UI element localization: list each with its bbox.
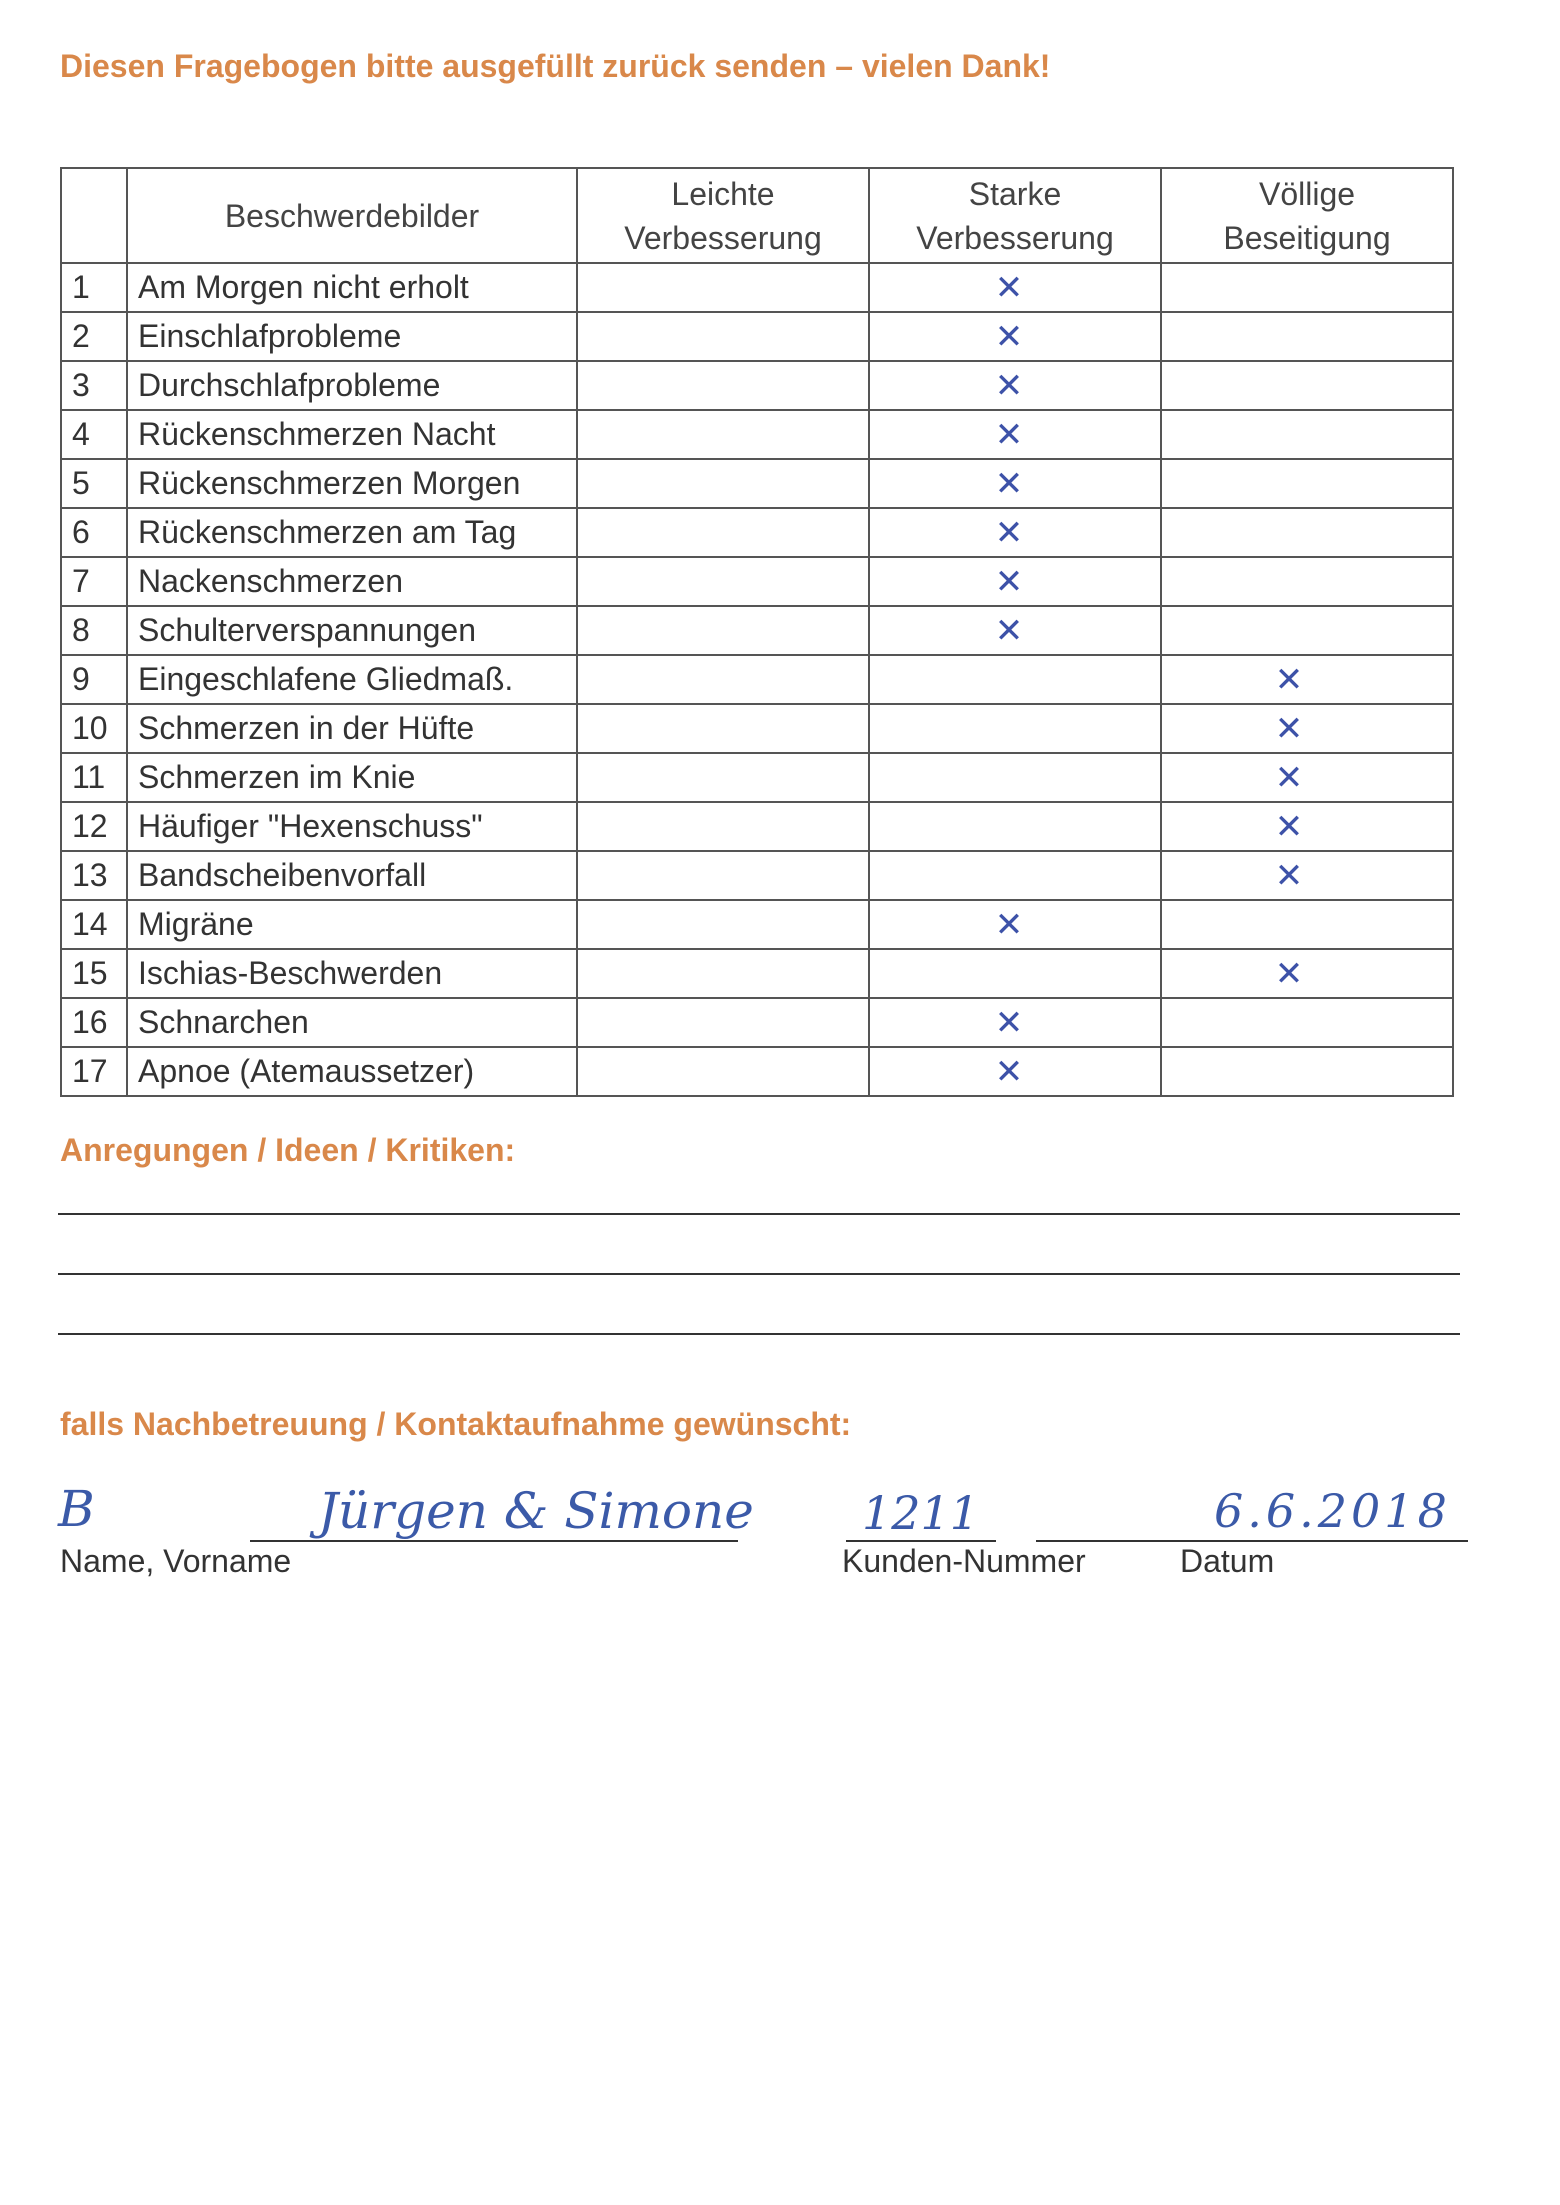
rating-cell-starke[interactable] [869,459,1161,508]
form-title: Diesen Fragebogen bitte ausgefüllt zurück senden – vielen Dank! [60,48,1051,84]
rating-cell-voellig[interactable] [1161,900,1453,949]
rating-cell-starke[interactable] [869,606,1161,655]
rating-cell-voellig[interactable] [1161,410,1453,459]
cross-mark-icon: ✕ [1274,806,1304,847]
remarks-line-2[interactable] [58,1273,1460,1275]
rating-cell-voellig[interactable] [1161,704,1453,753]
rating-cell-starke[interactable] [869,410,1161,459]
rating-cell-voellig[interactable] [1161,655,1453,704]
row-number: 2 [61,312,127,361]
table-row [61,704,1453,753]
rating-cell-leicht[interactable] [577,704,869,753]
complaint-label: Rückenschmerzen am Tag [127,508,577,557]
customer-number-handwritten: 1211 [862,1486,980,1540]
customer-number-line[interactable] [846,1540,996,1542]
rating-cell-leicht[interactable] [577,655,869,704]
complaint-label: Am Morgen nicht erholt [127,263,577,312]
rating-cell-starke[interactable] [869,900,1161,949]
complaint-label: Einschlafprobleme [127,312,577,361]
table-row [61,900,1453,949]
rating-cell-voellig[interactable] [1161,508,1453,557]
name-initial-handwritten: B [58,1480,95,1538]
rating-cell-starke[interactable] [869,312,1161,361]
table-row [61,459,1453,508]
rating-cell-leicht[interactable] [577,312,869,361]
row-number: 11 [61,753,127,802]
cross-mark-icon: ✕ [994,463,1024,504]
row-number: 14 [61,900,127,949]
rating-cell-voellig[interactable] [1161,606,1453,655]
header-complaint-label: Beschwerdebilder [224,197,480,234]
complaint-label: Migräne [127,900,577,949]
rating-cell-leicht[interactable] [577,508,869,557]
cross-mark-icon: ✕ [1274,953,1304,994]
rating-cell-voellig[interactable] [1161,312,1453,361]
table-row [61,606,1453,655]
rating-cell-starke[interactable] [869,361,1161,410]
complaint-label: Eingeschlafene Gliedmaß. [127,655,577,704]
header-starke [869,168,1161,263]
header-voellig-line2: Beseitigung [1223,219,1391,256]
rating-cell-leicht[interactable] [577,263,869,312]
rating-cell-voellig[interactable] [1161,1047,1453,1096]
header-leicht [577,168,869,263]
rating-cell-leicht[interactable] [577,753,869,802]
cross-mark-icon: ✕ [994,512,1024,553]
remarks-line-1[interactable] [58,1213,1460,1215]
header-voellig [1161,168,1453,263]
cross-mark-icon: ✕ [994,414,1024,455]
row-number: 15 [61,949,127,998]
row-number: 16 [61,998,127,1047]
complaint-label: Schmerzen in der Hüfte [127,704,577,753]
rating-cell-voellig[interactable] [1161,557,1453,606]
row-number: 8 [61,606,127,655]
rating-cell-starke[interactable] [869,508,1161,557]
rating-cell-voellig[interactable] [1161,753,1453,802]
complaint-label: Schmerzen im Knie [127,753,577,802]
row-number: 4 [61,410,127,459]
name-line[interactable] [250,1540,738,1542]
rating-cell-voellig[interactable] [1161,949,1453,998]
rating-cell-voellig[interactable] [1161,802,1453,851]
cross-mark-icon: ✕ [994,610,1024,651]
rating-cell-leicht[interactable] [577,606,869,655]
header-starke-line1: Starke [968,175,1062,212]
contact-title: falls Nachbetreuung / Kontaktaufnahme gewünscht: [60,1406,852,1442]
cross-mark-icon: ✕ [1274,659,1304,700]
rating-cell-leicht[interactable] [577,949,869,998]
rating-cell-voellig[interactable] [1161,361,1453,410]
rating-cell-leicht[interactable] [577,851,869,900]
header-leicht-line2: Verbesserung [624,219,822,256]
header-starke-line2: Verbesserung [916,219,1114,256]
complaint-label: Schulterverspannungen [127,606,577,655]
complaint-label: Rückenschmerzen Morgen [127,459,577,508]
rating-cell-starke[interactable] [869,851,1161,900]
rating-cell-starke[interactable] [869,704,1161,753]
table-row [61,851,1453,900]
rating-cell-leicht[interactable] [577,557,869,606]
table-row [61,802,1453,851]
name-caption: Name, Vorname [60,1543,292,1579]
rating-cell-starke[interactable] [869,802,1161,851]
date-handwritten: 6.6.2018 [1214,1484,1451,1538]
table-row [61,1047,1453,1096]
customer-number-caption: Kunden-Nummer [842,1543,1086,1579]
rating-cell-voellig[interactable] [1161,851,1453,900]
rating-cell-voellig[interactable] [1161,998,1453,1047]
rating-cell-leicht[interactable] [577,802,869,851]
row-number: 12 [61,802,127,851]
header-num [61,168,127,263]
header-voellig-line1: Völlige [1258,175,1356,212]
rating-cell-voellig[interactable] [1161,459,1453,508]
cross-mark-icon: ✕ [994,365,1024,406]
complaint-label: Rückenschmerzen Nacht [127,410,577,459]
cross-mark-icon: ✕ [994,1002,1024,1043]
rating-cell-voellig[interactable] [1161,263,1453,312]
row-number: 13 [61,851,127,900]
cross-mark-icon: ✕ [994,561,1024,602]
rating-cell-starke[interactable] [869,1047,1161,1096]
table-row [61,361,1453,410]
date-caption: Datum [1180,1543,1275,1579]
row-number: 6 [61,508,127,557]
rating-cell-leicht[interactable] [577,410,869,459]
table-body [61,263,1453,1096]
table-header-row [61,168,1453,263]
table-row [61,410,1453,459]
table-row [61,312,1453,361]
complaint-label: Durchschlafprobleme [127,361,577,410]
header-complaint [127,168,577,263]
row-number: 5 [61,459,127,508]
rating-cell-leicht[interactable] [577,998,869,1047]
cross-mark-icon: ✕ [994,267,1024,308]
table-row [61,557,1453,606]
rating-cell-starke[interactable] [869,949,1161,998]
row-number: 10 [61,704,127,753]
row-number: 1 [61,263,127,312]
complaint-label: Apnoe (Atemaussetzer) [127,1047,577,1096]
table-row [61,949,1453,998]
rating-cell-starke[interactable] [869,998,1161,1047]
header-leicht-line1: Leichte [671,175,775,212]
date-line[interactable] [1036,1540,1468,1542]
complaint-label: Nackenschmerzen [127,557,577,606]
complaint-label: Schnarchen [127,998,577,1047]
rating-cell-leicht[interactable] [577,1047,869,1096]
cross-mark-icon: ✕ [1274,708,1304,749]
rating-cell-starke[interactable] [869,753,1161,802]
table-row [61,263,1453,312]
row-number: 7 [61,557,127,606]
rating-cell-leicht[interactable] [577,459,869,508]
remarks-line-3[interactable] [58,1333,1460,1335]
cross-mark-icon: ✕ [1274,855,1304,896]
rating-cell-leicht[interactable] [577,900,869,949]
cross-mark-icon: ✕ [994,904,1024,945]
table-row [61,998,1453,1047]
row-number: 9 [61,655,127,704]
rating-cell-starke[interactable] [869,263,1161,312]
cross-mark-icon: ✕ [994,316,1024,357]
rating-cell-starke[interactable] [869,655,1161,704]
rating-cell-starke[interactable] [869,557,1161,606]
row-number: 17 [61,1047,127,1096]
rating-cell-leicht[interactable] [577,361,869,410]
complaint-survey-table [60,167,1454,1097]
cross-mark-icon: ✕ [1274,757,1304,798]
table-row [61,655,1453,704]
cross-mark-icon: ✕ [994,1051,1024,1092]
table-row [61,753,1453,802]
table-row [61,508,1453,557]
first-names-handwritten: Jürgen & Simone [318,1482,754,1540]
row-number: 3 [61,361,127,410]
complaint-label: Häufiger "Hexenschuss" [127,802,577,851]
remarks-title: Anregungen / Ideen / Kritiken: [60,1132,516,1168]
complaint-label: Ischias-Beschwerden [127,949,577,998]
complaint-label: Bandscheibenvorfall [127,851,577,900]
